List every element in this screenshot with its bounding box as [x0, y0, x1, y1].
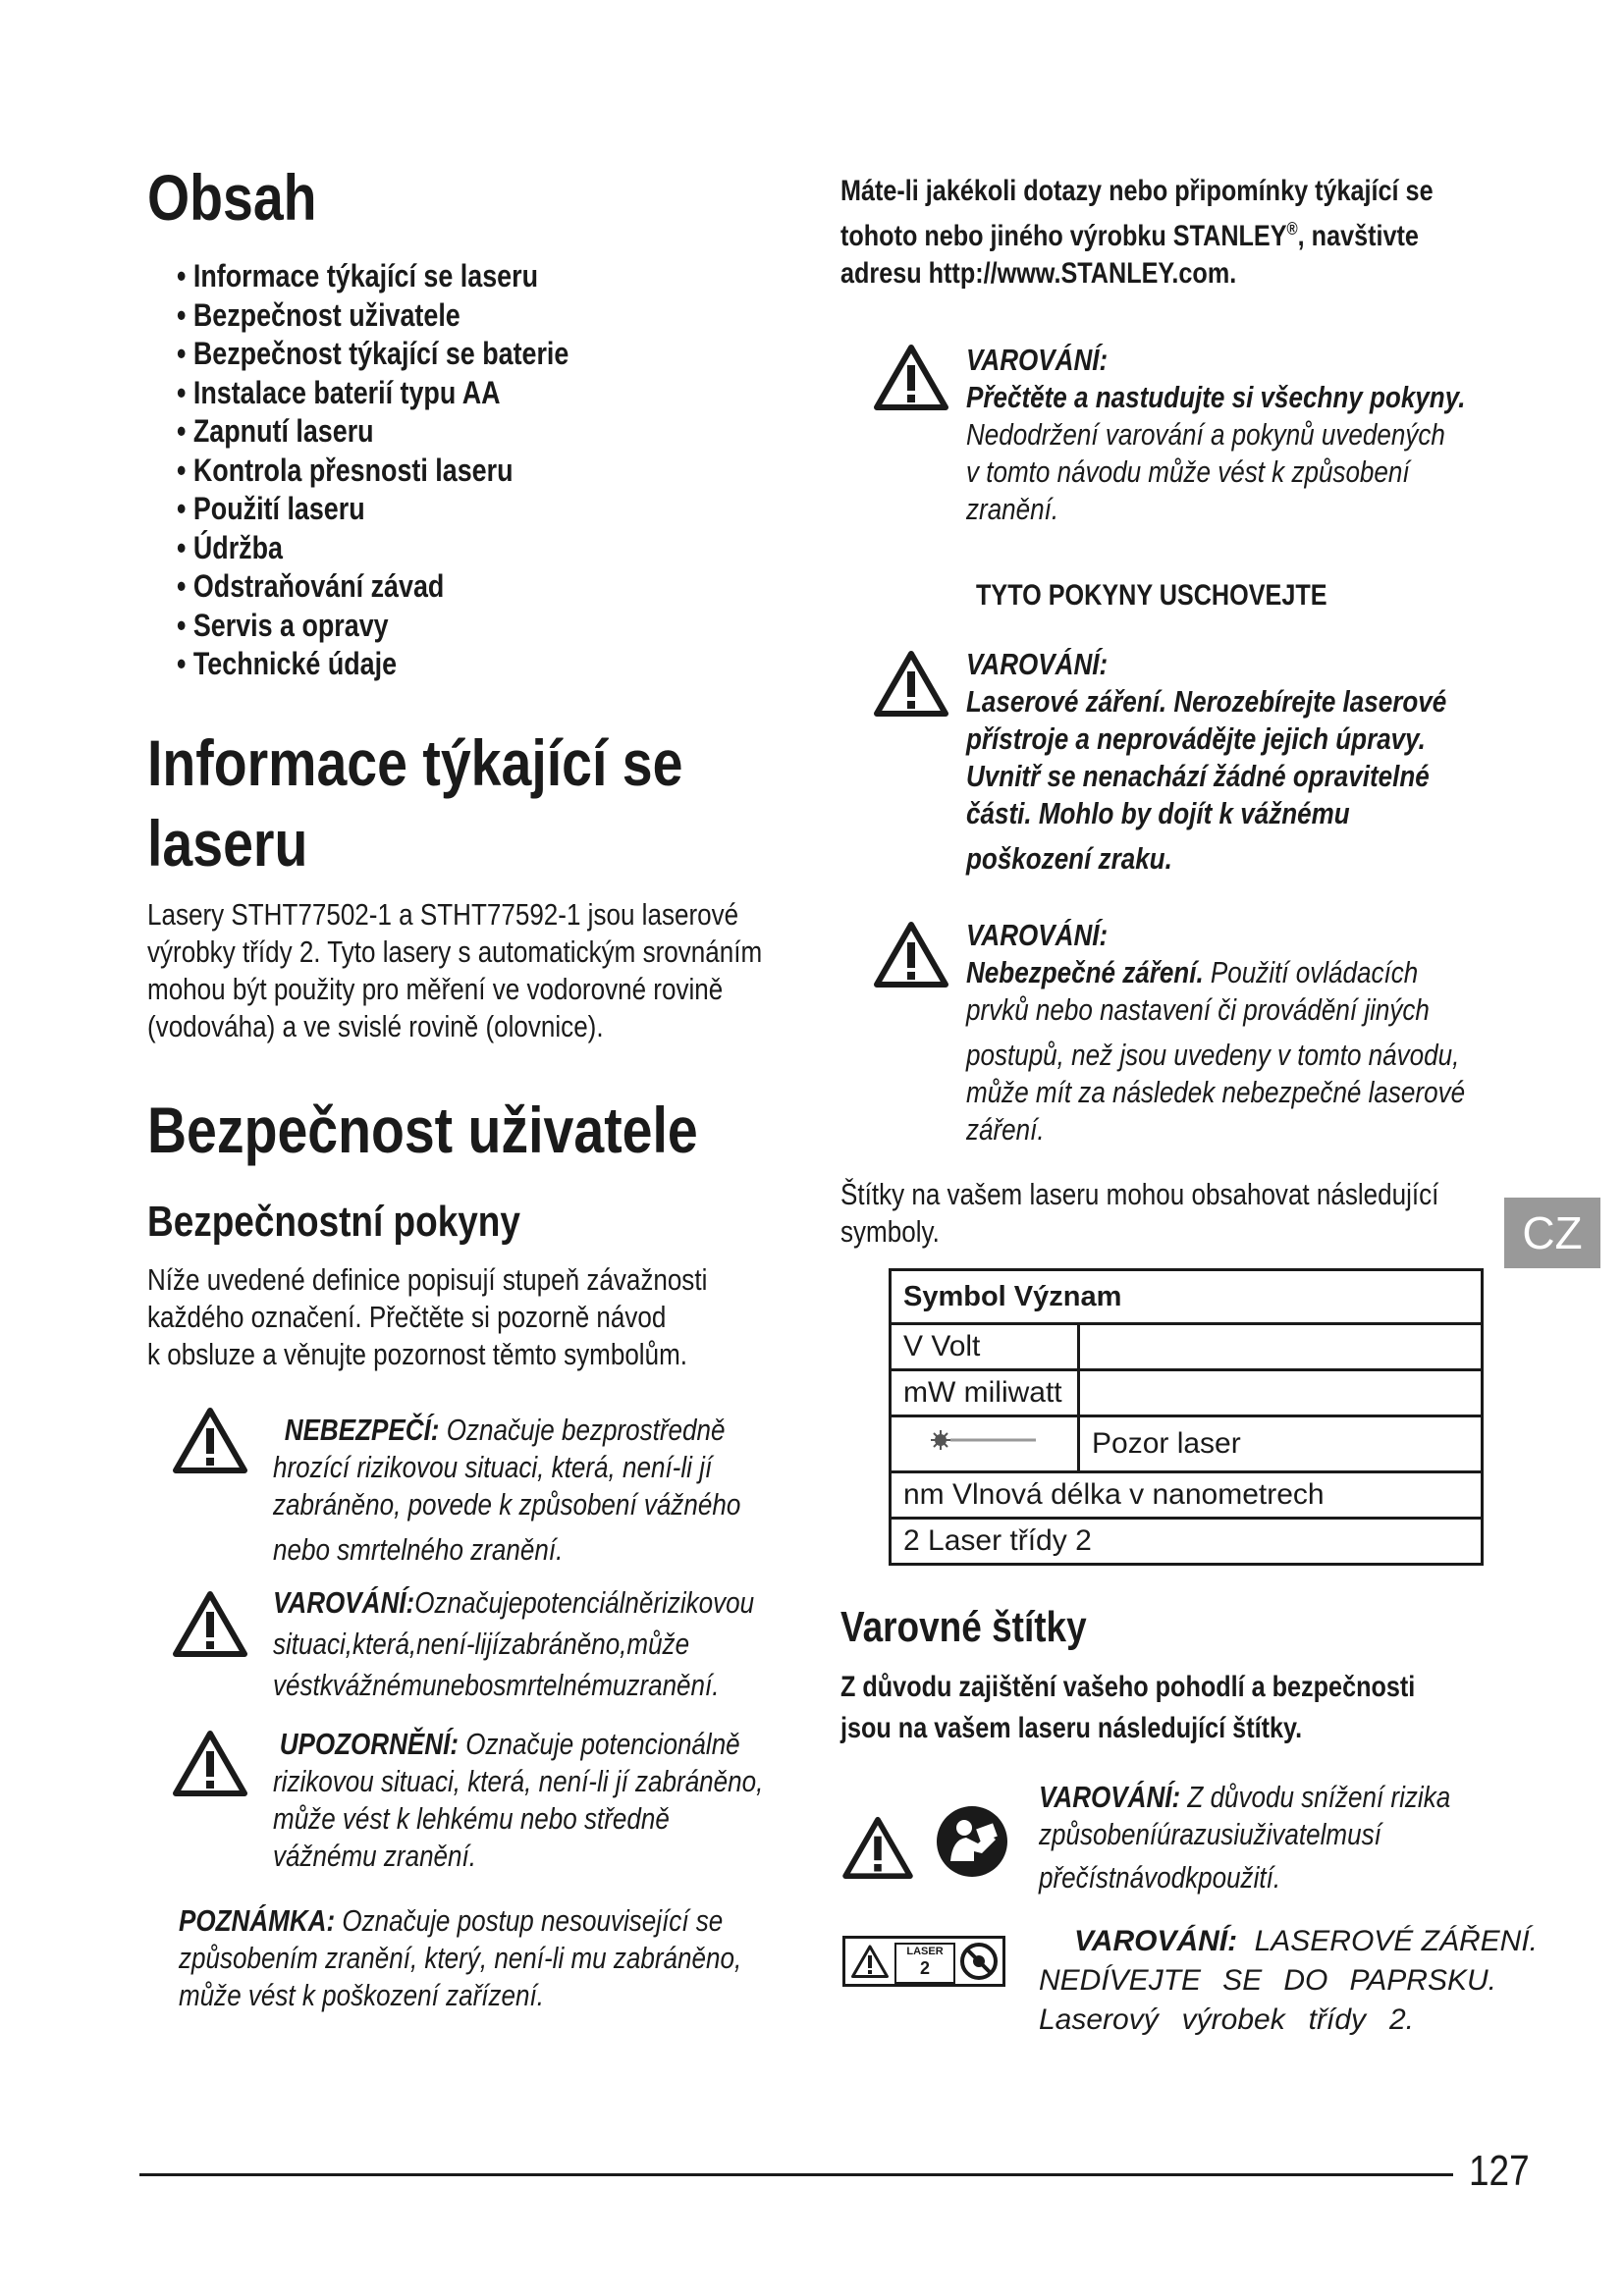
- danger-definition: NEBEZPEČÍ: Označuje bezprostředně hrozící rizikovou situaci, která, není-li jí zabráněno, povede k způsobení vážného nebo smrtelného zranění.: [273, 1413, 741, 1567]
- read-manual-icon: [935, 1804, 1009, 1879]
- warning-triangle-icon: [851, 1945, 889, 1978]
- toc-item[interactable]: • Servis a opravy: [177, 607, 568, 646]
- table-row: 2 Laser třídy 2: [891, 1519, 1483, 1565]
- footer-divider: [139, 2173, 1453, 2176]
- warning-definition: VAROVÁNÍ:Označujepotenciálněrizikovou situaci,která,není-lijízabráněno,může véstkvážnémunebosmrtelnémuzranění.: [273, 1585, 755, 1702]
- safety-subtitle: Bezpečnostní pokyny: [147, 1198, 520, 1246]
- laser-radiation-label-text: VAROVÁNÍ: LASEROVÉ ZÁŘENÍ. NEDÍVEJTE SE DO PAPRSKU. Laserový výrobek třídy 2.: [1039, 1925, 1538, 2036]
- warning-triangle-icon: [874, 650, 948, 717]
- table-row: mW miliwatt: [891, 1370, 1483, 1416]
- caution-definition: UPOZORNĚNÍ: Označuje potencionálně rizikovou situaci, která, není-li jí zabráněno, může vést k lehkému nebo středně vážnému zranění.: [273, 1727, 764, 1873]
- warning-triangle-icon: [874, 344, 948, 410]
- toc-item[interactable]: • Instalace baterií typu AA: [177, 374, 568, 413]
- table-row: Pozor laser: [891, 1416, 1483, 1472]
- warning-triangle-icon: [874, 921, 948, 988]
- toc-item[interactable]: • Údržba: [177, 529, 568, 568]
- warning-labels-intro: Z důvodu zajištění vašeho pohodlí a bezpečnosti jsou na vašem laseru následující štítky.: [840, 1671, 1416, 1744]
- laser-beam-icon: [903, 1425, 1041, 1455]
- safety-intro: Níže uvedené definice popisují stupeň závažnosti každého označení. Přečtěte si pozorně návod k obsluze a věnujte pozornost těmto symbolům.: [147, 1262, 708, 1371]
- table-row: V Volt: [891, 1324, 1483, 1370]
- read-instructions-warning: VAROVÁNÍ: Přečtěte a nastudujte si všechny pokyny. Nedodržení varování a pokynů uvedených v tomto návodu může vést k způsobení zranění.: [966, 343, 1466, 526]
- labels-intro: Štítky na vašem laseru mohou obsahovat následující symboly.: [840, 1177, 1439, 1249]
- page-number: 127: [1469, 2147, 1530, 2195]
- warning-labels-title: Varovné štítky: [840, 1603, 1087, 1651]
- warning-triangle-icon: [842, 1816, 913, 1879]
- table-header: Symbol Význam: [891, 1270, 1483, 1324]
- laser-info-text: Lasery STHT77502-1 a STHT77592-1 jsou laserové výrobky třídy 2. Tyto lasery s automatickým srovnáním mohou být použity pro měření ve vodorovné rovině (vodováha) a ve svislé rovině (olovnice).: [147, 897, 763, 1043]
- toc-item[interactable]: • Použití laseru: [177, 490, 568, 529]
- toc-item[interactable]: • Informace týkající se laseru: [177, 257, 568, 296]
- warning-triangle-icon: [173, 1730, 247, 1796]
- no-eye-exposure-icon: [959, 1942, 999, 1981]
- toc-item[interactable]: • Zapnutí laseru: [177, 412, 568, 452]
- safety-title: Bezpečnost uživatele: [147, 1094, 698, 1166]
- toc-item[interactable]: • Odstraňování závad: [177, 567, 568, 607]
- read-manual-warning: VAROVÁNÍ: Z důvodu snížení rizika způsobeníúrazusiuživatelmusí přečístnávodkpoužití.: [1039, 1780, 1451, 1895]
- warning-triangle-icon: [173, 1590, 247, 1657]
- laser-class-sticker-icon: LASER 2: [842, 1936, 1005, 1987]
- contact-info: Máte-li jakékoli dotazy nebo připomínky týkající se tohoto nebo jiného výrobku STANLEY®, navštivte adresu http://www.STANLEY.com.: [840, 175, 1434, 290]
- toc-item[interactable]: • Bezpečnost týkající se baterie: [177, 335, 568, 374]
- toc-item[interactable]: • Kontrola přesnosti laseru: [177, 452, 568, 491]
- warning-triangle-icon: [173, 1407, 247, 1473]
- keep-instructions: TYTO POKYNY USCHOVEJTE: [976, 579, 1327, 612]
- toc-title: Obsah: [147, 161, 317, 234]
- toc-item[interactable]: • Technické údaje: [177, 645, 568, 684]
- table-row: nm Vlnová délka v nanometrech: [891, 1472, 1483, 1519]
- symbols-table: [889, 1268, 1484, 1566]
- laser-info-heading: Informace týkající se laseru: [147, 726, 683, 880]
- language-tab: CZ: [1504, 1198, 1600, 1268]
- laser-radiation-warning: VAROVÁNÍ: Laserové záření. Nerozebírejte laserové přístroje a neprovádějte jejich úpravy. Uvnitř se nenachází žádné opravitelné části. Mohlo by dojít k vážnému poškození zraku.: [966, 647, 1447, 876]
- toc-list: [177, 257, 568, 684]
- toc-item[interactable]: • Bezpečnost uživatele: [177, 296, 568, 336]
- note-definition: POZNÁMKA: Označuje postup nesouvisející se způsobením zranění, který, není-li mu zabráněno, může vést k poškození zařízení.: [179, 1903, 742, 2012]
- hazardous-radiation-warning: VAROVÁNÍ: Nebezpečné záření. Použití ovládacích prvků nebo nastavení či provádění jiných postupů, než jsou uvedeny v tomto návodu, může mít za následek nebezpečné laserové záření.: [966, 918, 1466, 1147]
- table-header-row: [891, 1270, 1483, 1324]
